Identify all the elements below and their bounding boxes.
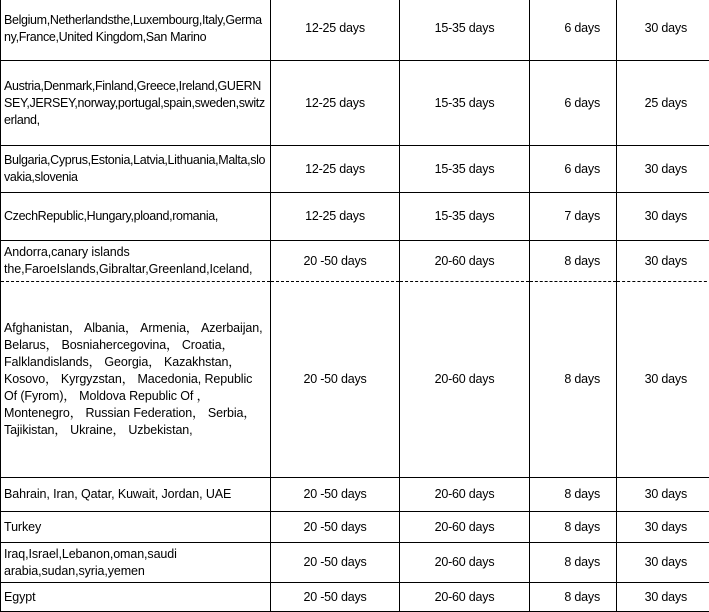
country-cell: Bulgaria,Cyprus,Estonia,Latvia,Lithuania,Malta,slovakia,slovenia	[1, 146, 271, 193]
days-cell: 20 -50 days	[271, 543, 400, 583]
country-cell: Belgium,Netherlandsthe,Luxembourg,Italy,Germany,France,United Kingdom,San Marino	[1, 0, 271, 61]
table-row	[1, 61, 709, 146]
country-cell: Andorra,canary islands the,FaroeIslands,Gibraltar,Greenland,Iceland,	[1, 241, 271, 282]
days-cell: 7 days	[530, 193, 617, 241]
days-cell: 20-60 days	[400, 478, 530, 512]
days-cell: 8 days	[530, 478, 617, 512]
days-cell: 20 -50 days	[271, 478, 400, 512]
days-cell: 12-25 days	[271, 61, 400, 146]
days-cell: 30 days	[617, 543, 709, 583]
table-row	[1, 282, 709, 478]
days-cell: 8 days	[530, 543, 617, 583]
days-cell: 20-60 days	[400, 241, 530, 282]
days-cell: 8 days	[530, 512, 617, 543]
country-cell: Turkey	[1, 512, 271, 543]
country-cell: Austria,Denmark,Finland,Greece,Ireland,GUERNSEY,JERSEY,norway,portugal,spain,sweden,switzerland,	[1, 61, 271, 146]
country-cell: CzechRepublic,Hungary,ploand,romania,	[1, 193, 271, 241]
days-cell: 30 days	[617, 583, 709, 612]
table-row	[1, 543, 709, 583]
table-row	[1, 146, 709, 193]
days-cell: 6 days	[530, 0, 617, 61]
days-cell: 15-35 days	[400, 146, 530, 193]
days-cell: 30 days	[617, 0, 709, 61]
days-cell: 15-35 days	[400, 193, 530, 241]
days-cell: 12-25 days	[271, 0, 400, 61]
days-cell: 20-60 days	[400, 512, 530, 543]
country-cell: Bahrain, Iran, Qatar, Kuwait, Jordan, UAE	[1, 478, 271, 512]
days-cell: 20-60 days	[400, 543, 530, 583]
country-cell: Egypt	[1, 583, 271, 612]
table-row	[1, 0, 709, 61]
table-row	[1, 512, 709, 543]
days-cell: 20-60 days	[400, 282, 530, 478]
days-cell: 8 days	[530, 282, 617, 478]
days-cell: 30 days	[617, 478, 709, 512]
table-row	[1, 583, 709, 612]
country-cell: Iraq,Israel,Lebanon,oman,saudi arabia,sudan,syria,yemen	[1, 543, 271, 583]
days-cell: 30 days	[617, 241, 709, 282]
days-cell: 8 days	[530, 241, 617, 282]
days-cell: 12-25 days	[271, 193, 400, 241]
days-cell: 20 -50 days	[271, 241, 400, 282]
days-cell: 30 days	[617, 282, 709, 478]
days-cell: 25 days	[617, 61, 709, 146]
days-cell: 20 -50 days	[271, 282, 400, 478]
country-cell: Afghanistan， Albania， Armenia， Azerbaijan, Belarus， Bosniahercegovina， Croatia， Falklandislands， Georgia， Kazakhstan， Kosovo， Kyrgyzstan， Macedonia, Republic Of (Fyrom)， Moldova Republic Of ， Montenegro， Russian Federation， Serbia， Tajikistan， Ukraine， Uzbekistan,	[1, 282, 271, 478]
days-cell: 8 days	[530, 583, 617, 612]
days-cell: 12-25 days	[271, 146, 400, 193]
table-row	[1, 193, 709, 241]
days-cell: 30 days	[617, 146, 709, 193]
table-row	[1, 241, 709, 282]
days-cell: 30 days	[617, 512, 709, 543]
days-cell: 20 -50 days	[271, 512, 400, 543]
table-row	[1, 478, 709, 512]
days-cell: 20-60 days	[400, 583, 530, 612]
days-cell: 15-35 days	[400, 0, 530, 61]
days-cell: 30 days	[617, 193, 709, 241]
days-cell: 6 days	[530, 61, 617, 146]
days-cell: 20 -50 days	[271, 583, 400, 612]
days-cell: 6 days	[530, 146, 617, 193]
days-cell: 15-35 days	[400, 61, 530, 146]
